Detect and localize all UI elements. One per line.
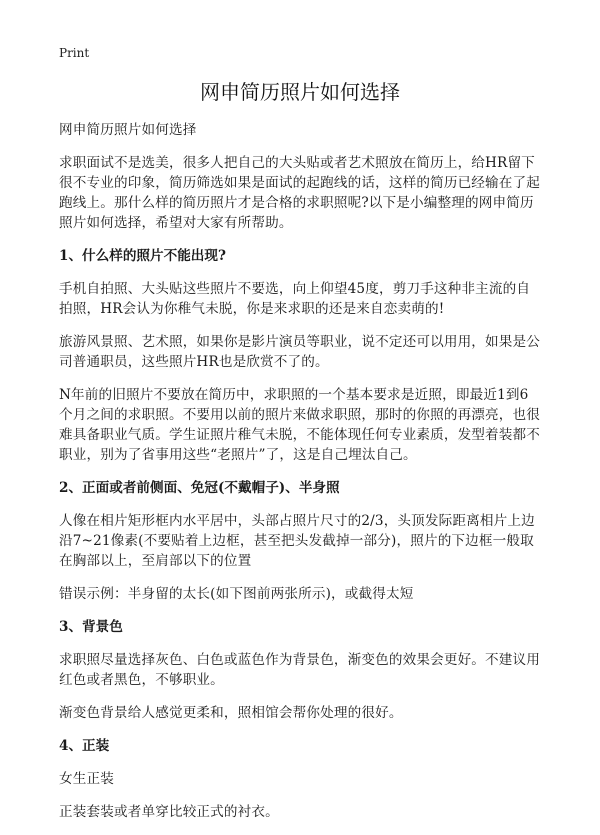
- paragraph: 正装套装或者单穿比较正式的衬衣。: [59, 804, 279, 820]
- paragraph: N年前的旧照片不要放在简历中，求职照的一个基本要求是近照，即最近1到6个月之间的求职照。不要用以前的照片来做求职照，那时的你照的再漂亮，也很难具备职业气质。学生证照片稚气未脱，不能体现任何专业素质，发型着装都不职业，别为了省事用这些“老照片”了，这是自己埋汰自己。: [59, 387, 541, 463]
- intro-paragraph: 求职面试不是选美，很多人把自己的大头贴或者艺术照放在简历上，给HR留下很不专业的印象，简历筛选如果是面试的起跑线的话，这样的简历已经输在了起跑线上。那什么样的简历照片才是合格的求职照呢?以下是小编整理的网申简历照片如何选择，希望对大家有所帮助。: [59, 155, 541, 231]
- article-subtitle: 网申简历照片如何选择: [59, 122, 197, 138]
- section-heading-1: 1、什么样的照片不能出现?: [59, 248, 226, 264]
- section-heading-2: 2、正面或者前侧面、免冠(不戴帽子)、半身照: [59, 480, 340, 496]
- paragraph: 人像在相片矩形框内水平居中，头部占照片尺寸的2/3，头顶发际距离相片上边沿7~21像素(不要贴着上边框，甚至把头发截掉一部分)，照片的下边框一般取在胸部以上，至肩部以下的位置: [59, 513, 535, 569]
- paragraph: 手机自拍照、大头贴这些照片不要选，向上仰望45度，剪刀手这种非主流的自拍照，HR会认为你稚气未脱，你是来求职的还是来自恋卖萌的!: [59, 281, 531, 317]
- article-body: [59, 120, 541, 835]
- page-title: 网申简历照片如何选择: [200, 80, 400, 104]
- paragraph: 错误示例：半身留的太长(如下图前两张所示)，或截得太短: [59, 586, 414, 602]
- paragraph: 旅游风景照、艺术照，如果你是影片演员等职业，说不定还可以用用，如果是公司普通职员，这些照片HR也是欣赏不了的。: [59, 334, 541, 370]
- section-heading-3: 3、背景色: [59, 619, 123, 635]
- paragraph: 求职照尽量选择灰色、白色或蓝色作为背景色，渐变色的效果会更好。不建议用红色或者黑色，不够职业。: [59, 652, 541, 688]
- section-heading-4: 4、正装: [59, 738, 110, 754]
- paragraph: 女生正装: [59, 771, 114, 787]
- print-label: Print: [59, 46, 90, 60]
- paragraph: 渐变色背景给人感觉更柔和，照相馆会帮你处理的很好。: [59, 705, 403, 721]
